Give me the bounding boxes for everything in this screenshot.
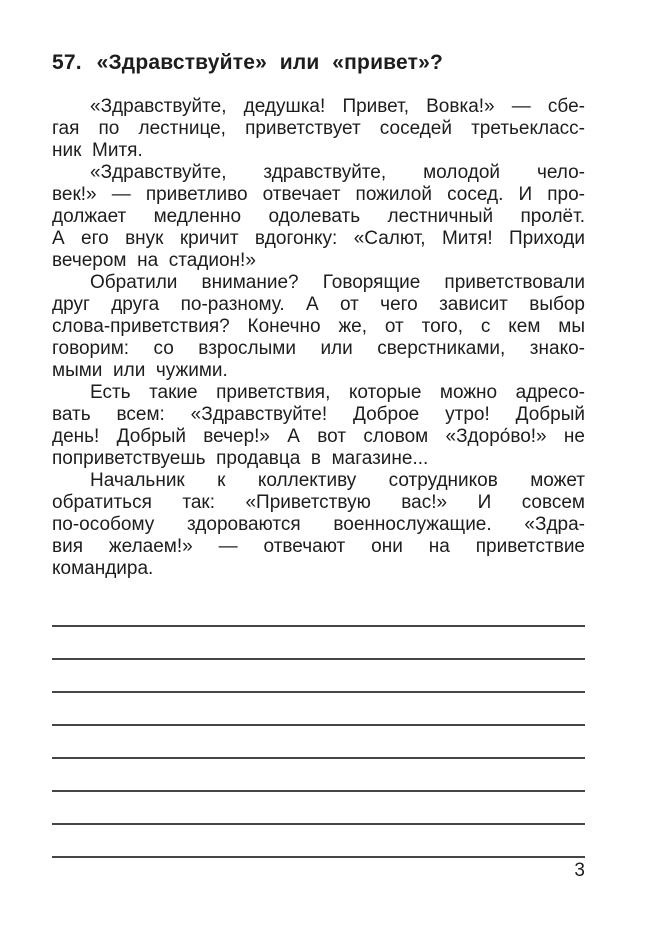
writing-line: [52, 627, 585, 660]
page-number: 3: [574, 860, 585, 881]
text-line: слова-приветствия? Конечно же, от того, с кем мы: [52, 316, 585, 337]
text-line: век!» — приветливо отвечает пожилой сосед. И про-: [52, 184, 585, 205]
text-line: день! Добрый вечер!» А вот словом «Здоро́во!» не: [52, 426, 585, 447]
exercise-title: [52, 50, 585, 75]
text-line: поприветствуешь продавца в магазине...: [52, 448, 429, 469]
text-line: друг друга по-разному. А от чего зависит выбор: [52, 294, 585, 315]
exercise-number: 57.: [52, 51, 82, 74]
writing-line: [52, 660, 585, 693]
text-line: обратиться так: «Приветствую вас!» И совсем: [52, 492, 585, 513]
text-line: вия желаем!» — отвечают они на приветствие: [52, 536, 585, 557]
exercise-body-text: [52, 96, 585, 580]
text-line: Есть такие приветствия, которые можно адресо-: [90, 382, 585, 403]
paragraph: [52, 162, 585, 272]
paragraph: [52, 470, 585, 580]
text-line: должает медленно одолевать лестничный пролёт.: [52, 206, 585, 227]
writing-line: [52, 792, 585, 825]
text-line: командира.: [52, 558, 154, 579]
text-line: вать всем: «Здравствуйте! Доброе утро! Добрый: [52, 404, 585, 425]
text-line: ник Митя.: [52, 140, 143, 161]
page-content: [52, 50, 585, 858]
text-line: гая по лестнице, приветствует соседей третьекласс-: [52, 118, 585, 139]
text-line: «Здравствуйте, здравствуйте, молодой чело-: [90, 162, 585, 183]
text-line: «Здравствуйте, дедушка! Привет, Вовка!» — сбе-: [90, 96, 585, 117]
paragraph: [52, 382, 585, 470]
text-line: по-особому здороваются военнослужащие. «Здра-: [52, 514, 585, 535]
writing-line: [52, 693, 585, 726]
paragraph: [52, 96, 585, 162]
writing-line: [52, 759, 585, 792]
writing-lines-area: [52, 594, 585, 858]
paragraph: [52, 272, 585, 382]
writing-line: [52, 726, 585, 759]
writing-line: [52, 594, 585, 627]
writing-line: [52, 825, 585, 858]
text-line: говорим: со взрослыми или сверстниками, знако-: [52, 338, 585, 359]
exercise-title-text: «Здравствуйте» или «привет»?: [96, 51, 443, 74]
text-line: вечером на стадион!»: [52, 250, 256, 271]
text-line: мыми или чужими.: [52, 360, 228, 381]
text-line: А его внук кричит вдогонку: «Салют, Митя! Приходи: [52, 228, 585, 249]
text-line: Начальник к коллективу сотрудников может: [90, 470, 585, 491]
text-line: Обратили внимание? Говорящие приветствовали: [90, 272, 585, 293]
